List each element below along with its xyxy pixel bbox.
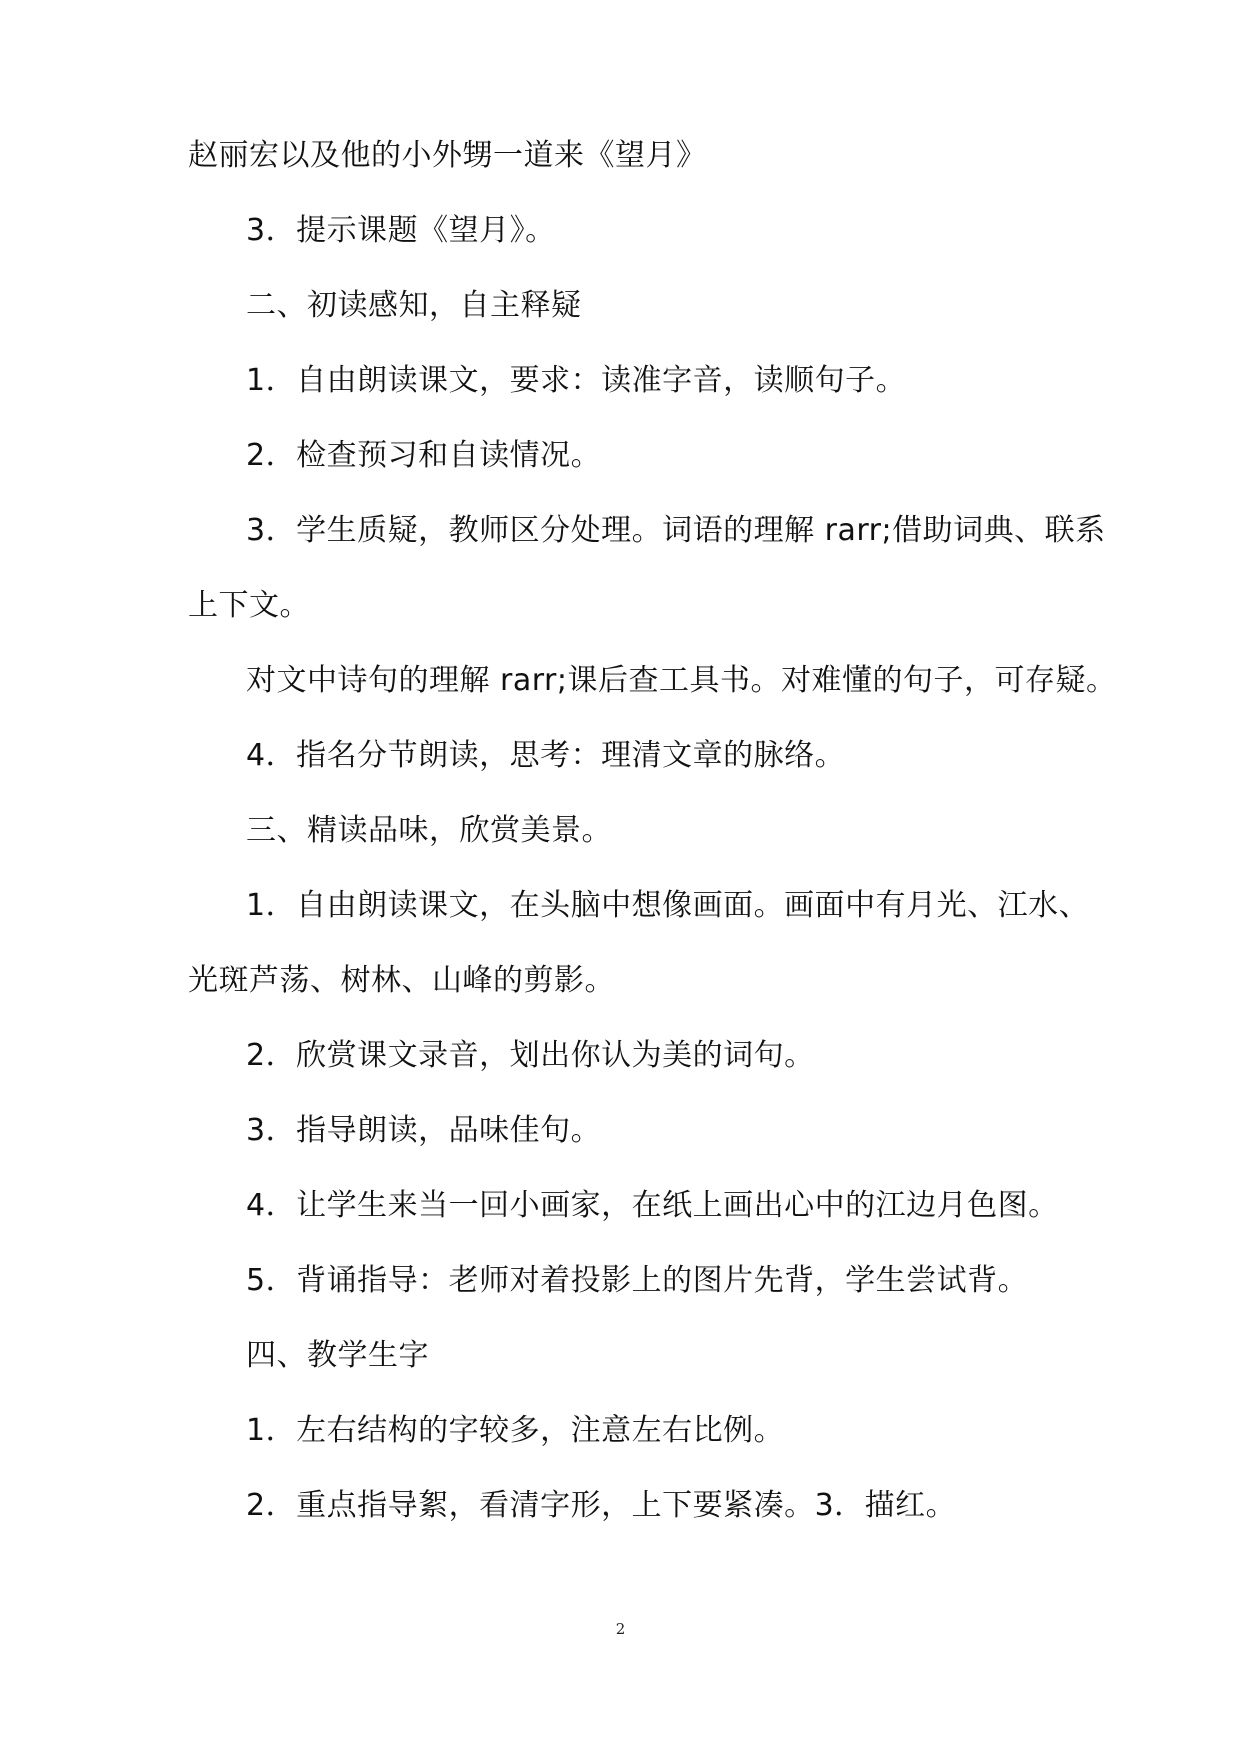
section-heading-2: 二、初读感知，自主释疑 [246, 288, 582, 323]
section-heading-3: 三、精读品味，欣赏美景。 [246, 813, 612, 848]
text-line-14: 3．指导朗读，品味佳句。 [246, 1113, 602, 1148]
text-line-18: 1．左右结构的字较多，注意左右比例。 [246, 1413, 785, 1448]
text-line-6: 3．学生质疑，教师区分处理。词语的理解 rarr;借助词典、联系 [246, 513, 1106, 548]
text-line-11: 1．自由朗读课文，在头脑中想像画面。画面中有月光、江水、 [246, 888, 1090, 923]
text-line-16: 5．背诵指导：老师对着投影上的图片先背，学生尝试背。 [246, 1263, 1029, 1298]
text-line-15: 4．让学生来当一回小画家，在纸上画出心中的江边月色图。 [246, 1188, 1059, 1223]
page-number: 2 [615, 1620, 626, 1638]
text-line-12: 光斑芦荡、树林、山峰的剪影。 [188, 963, 615, 998]
text-line-4: 1．自由朗读课文，要求：读准字音，读顺句子。 [246, 363, 907, 398]
text-line-7: 上下文。 [188, 588, 310, 623]
text-line-19: 2．重点指导絮，看清字形，上下要紧凑。3．描红。 [246, 1488, 957, 1523]
text-line-9: 4．指名分节朗读，思考：理清文章的脉络。 [246, 738, 846, 773]
text-line-8: 对文中诗句的理解 rarr;课后查工具书。对难懂的句子，可存疑。 [246, 663, 1117, 698]
text-line-2: 3．提示课题《望月》。 [246, 213, 556, 248]
text-line-1: 赵丽宏以及他的小外甥一道来《望月》 [188, 138, 707, 173]
text-line-5: 2．检查预习和自读情况。 [246, 438, 602, 473]
text-line-13: 2．欣赏课文录音，划出你认为美的词句。 [246, 1038, 815, 1073]
section-heading-4: 四、教学生字 [246, 1338, 429, 1373]
